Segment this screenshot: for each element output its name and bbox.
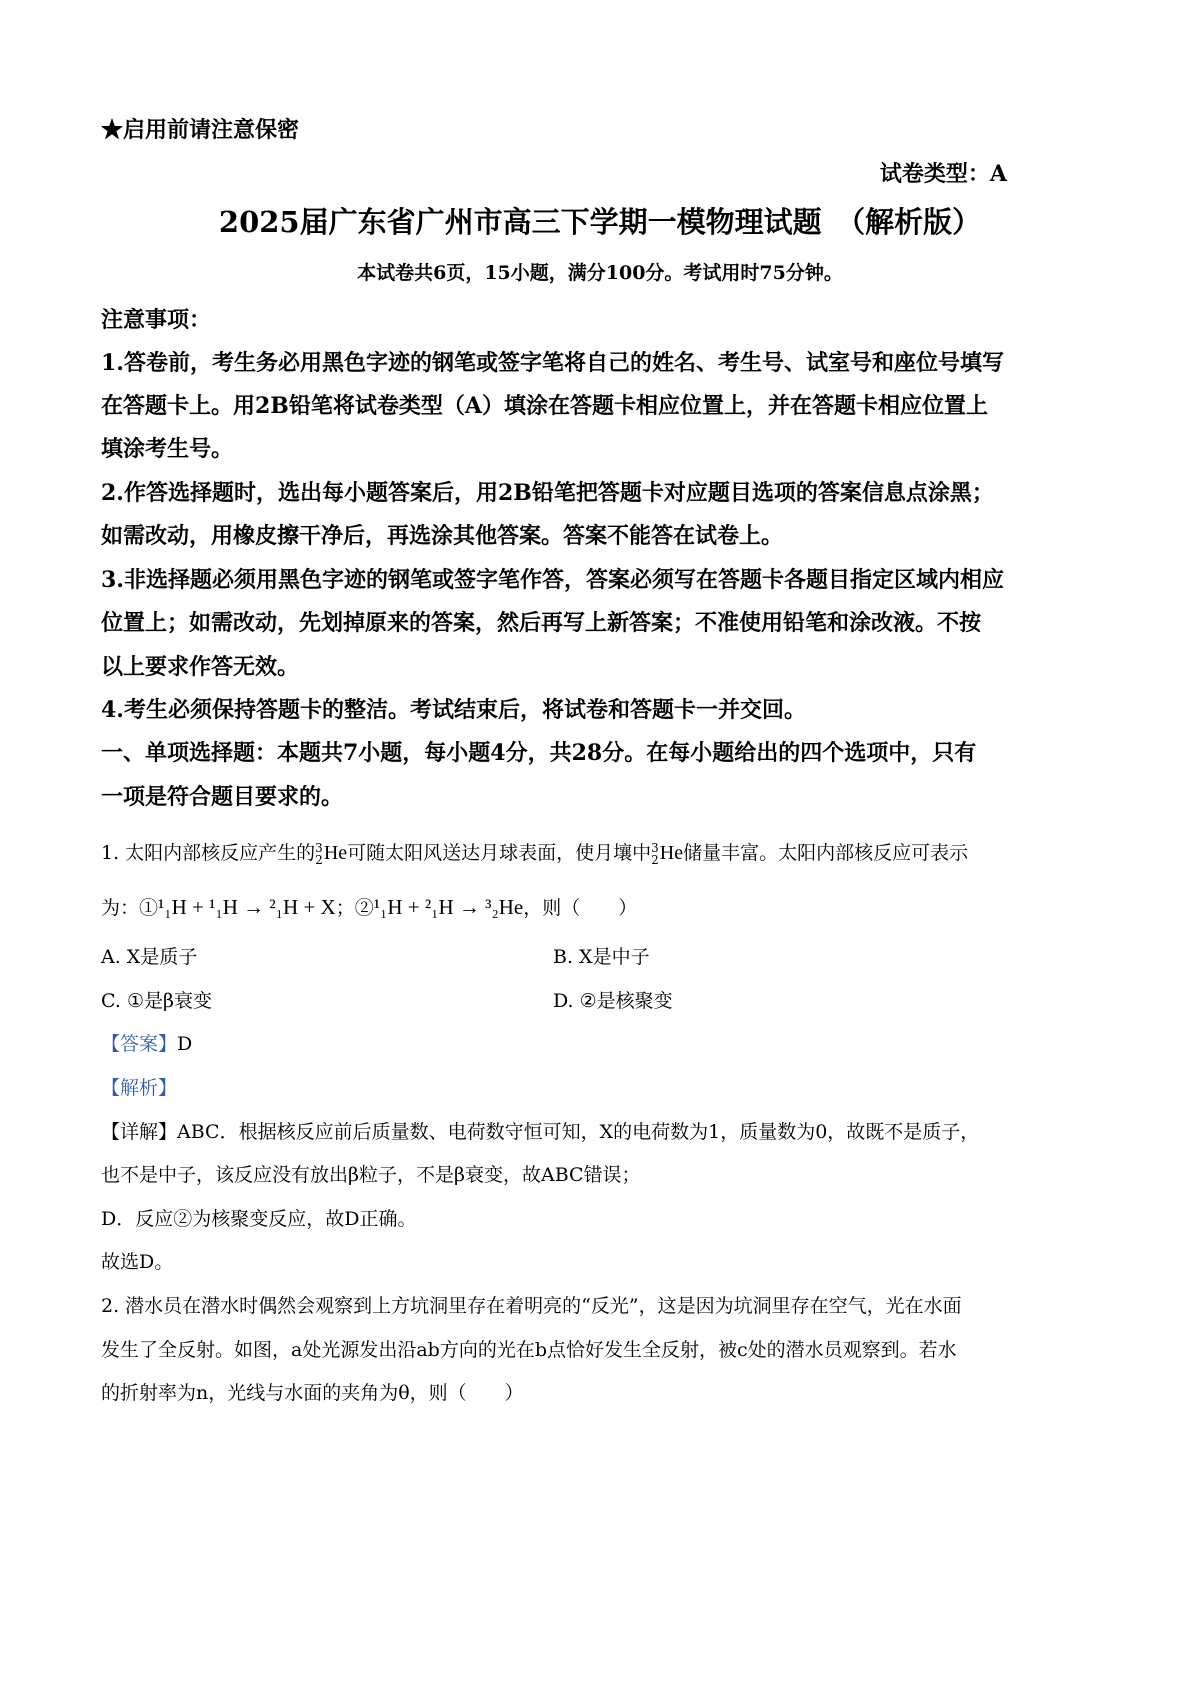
analysis-label: 【解析】 (101, 1077, 178, 1099)
notice-line: 在答题卡上。用2B铅笔将试卷类型（A）填涂在答题卡相应位置上，并在答题卡相应位置上 (101, 393, 988, 419)
question-1-line-1 (101, 838, 968, 866)
q1-text: 1. 太阳内部核反应产生的 (101, 842, 316, 864)
section-heading: 一、单项选择题：本题共7小题，每小题4分，共28分。在每小题给出的四个选项中，只有 (101, 740, 977, 766)
q1-text: ，则（ ） (523, 897, 638, 919)
he3-isotope: 3 2 (315, 841, 323, 867)
question-2-line: 发生了全反射。如图，a处光源发出沿ab方向的光在b点恰好发生全反射，被c处的潜水员观察到。若水 (101, 1339, 957, 1361)
answer-line (101, 1029, 192, 1056)
notice-line: 1.答卷前，考生务必用黑色字迹的钢笔或签字笔将自己的姓名、考生号、试室号和座位号填写 (101, 350, 1004, 376)
option-b: B. X是中子 (553, 946, 650, 968)
question-1-line-2 (101, 893, 637, 920)
confidential-notice: ★启用前请注意保密 (101, 117, 300, 143)
reaction-equation-2: ¹₁H + ²₁H → ³₂He (373, 895, 524, 919)
he-symbol: He (659, 842, 684, 864)
notice-heading: 注意事项： (101, 307, 212, 333)
q1-text: 储量丰富。太阳内部核反应可表示 (683, 842, 969, 864)
detail-line: 也不是中子，该反应没有放出β粒子，不是β衰变，故ABC错误； (101, 1164, 641, 1186)
option-a: A. X是质子 (101, 946, 198, 968)
section-heading-cont: 一项是符合题目要求的。 (101, 784, 344, 810)
notice-line: 2.作答选择题时，选出每小题答案后，用2B铅笔把答题卡对应题目选项的答案信息点涂黑； (101, 480, 994, 506)
question-2-line: 2. 潜水员在潜水时偶然会观察到上方坑洞里存在着明亮的“反光”，这是因为坑洞里存在空气，光在水面 (101, 1295, 962, 1317)
paper-type: 试卷类型：A (879, 161, 1007, 187)
page-title: 2025届广东省广州市高三下学期一模物理试题 （解析版） (218, 205, 982, 239)
answer-label: 【答案】 (101, 1033, 178, 1055)
notice-line: 3.非选择题必须用黑色字迹的钢笔或签字笔作答，答案必须写在答题卡各题目指定区域内相应 (101, 567, 1004, 593)
notice-line: 4.考生必须保持答题卡的整洁。考试结束后，将试卷和答题卡一并交回。 (101, 697, 806, 723)
answer-value: D (177, 1033, 193, 1055)
notice-line: 填涂考生号。 (101, 436, 234, 462)
option-d: D. ②是核聚变 (553, 990, 673, 1012)
detail-line: 故选D。 (101, 1251, 174, 1273)
q1-text: ；② (335, 897, 374, 919)
option-c: C. ①是β衰变 (101, 990, 212, 1012)
question-2-line: 的折射率为n，光线与水面的夹角为θ，则（ ） (101, 1382, 524, 1404)
detail-line: 【详解】ABC．根据核反应前后质量数、电荷数守恒可知，X的电荷数为1，质量数为0，故既不是质子， (101, 1121, 980, 1143)
subtitle: 本试卷共6页，15小题，满分100分。考试用时75分钟。 (357, 262, 843, 284)
reaction-equation-1: ¹₁H + ¹₁H → ²₁H + X (158, 895, 336, 919)
q1-text: 为：① (101, 897, 159, 919)
detail-line: D．反应②为核聚变反应，故D正确。 (101, 1208, 417, 1230)
notice-line: 如需改动，用橡皮擦干净后，再选涂其他答案。答案不能答在试卷上。 (101, 523, 784, 549)
he3-isotope: 3 2 (651, 841, 659, 867)
notice-line: 以上要求作答无效。 (101, 654, 300, 680)
q1-text: 可随太阳风送达月球表面，使月壤中 (347, 842, 652, 864)
he-symbol: He (323, 842, 348, 864)
notice-line: 位置上；如需改动，先划掉原来的答案，然后再写上新答案；不准使用铅笔和涂改液。不按 (101, 610, 982, 636)
